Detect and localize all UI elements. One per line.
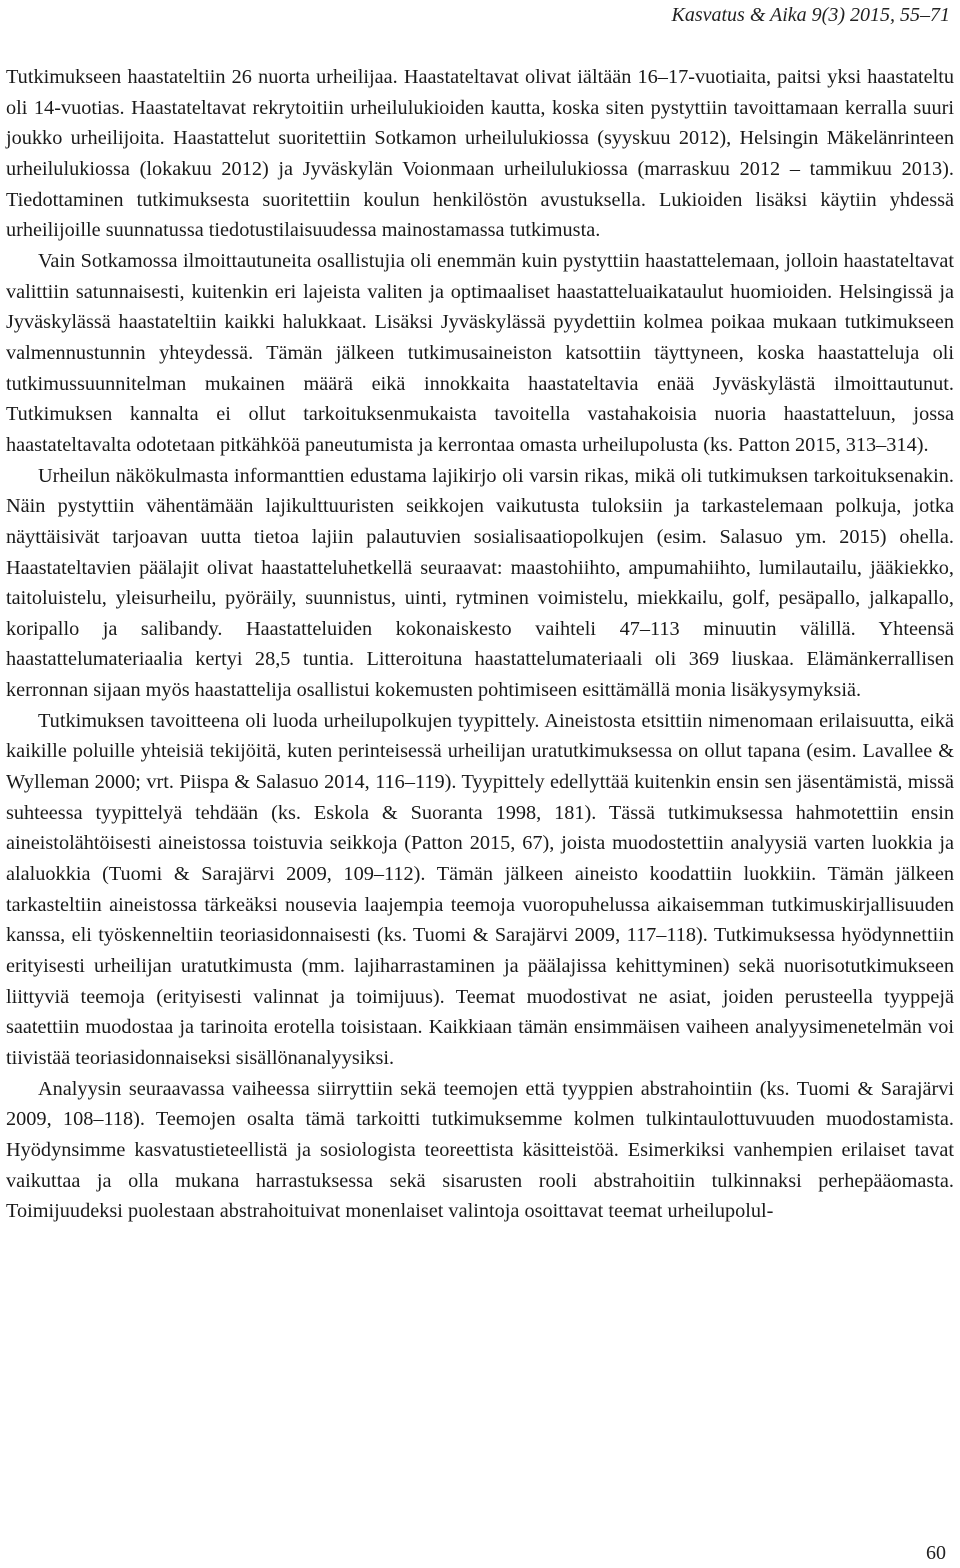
paragraph-participants: Tutkimukseen haastateltiin 26 nuorta urheilijaa. Haastateltavat olivat iältään 16–17-vuotiaita, paitsi yksi haastateltu oli 14-vuotias. Haastateltavat rekrytoitiin urheilulukioiden kautta, koska siten pystyttiin tavoittamaan kerralla suuri joukko urheilijoita. Haastattelut suoritettiin Sotkamon urheilulukiossa (syyskuu 2012), Helsingin Mäkelänrinteen urheilulukiossa (lokakuu 2012) ja Jyväskylän Voionmaan urheilulukiossa (marraskuu 2012 – tammikuu 2013). Tiedottaminen tutkimuksesta suoritettiin koulun henkilöstön avustuksella. Lukioiden lisäksi käytiin yhdessä urheilijoille suunnatussa tiedotustilaisuudessa mainostamassa tutkimusta. — [6, 66, 954, 242]
paragraph-analysis: Analyysin seuraavassa vaiheessa siirryttiin sekä teemojen että tyyppien abstrahointiin (ks. Tuomi & Sarajärvi 2009, 108–118). Teemojen osalta tämä tarkoitti tutkimuksemme kolmen tulkintaulottuvuuden muodostamista. Hyödynsimme kasvatustieteellistä ja sosiologista teoreettista käsitteistöä. Esimerkiksi vanhempien erilaiset tavat vaikuttaa ja olla mukana harrastuksessa sekä sisarusten rooli abstrahoitiin tulkinnaksi perhepääomasta. Toimijuudeksi puolestaan abstrahoituivat monenlaiset valintoja osoittavat teemat urheilupolul- — [6, 1077, 954, 1223]
article-body — [6, 62, 954, 1227]
paragraph-selection: Vain Sotkamossa ilmoittautuneita osallistujia oli enemmän kuin pystyttiin haastattelemaan, jolloin haastateltavat valittiin satunnaisesti, kuitenkin eri lajeista valiten ja optimaaliset haastatteluaikataulut huomioiden. Helsingissä ja Jyväskylässä haastateltiin kaikki halukkaat. Lisäksi Jyväskylässä pyydettiin kolmea poikaa mukaan tutkimukseen valmennustunnin yhteydessä. Tämän jälkeen tutkimusaineiston katsottiin täyttyneen, koska haastatteluja oli tutkimussuunnitelman mukainen määrä eikä innokkaita haastateltavia enää Jyväskylästä ilmoittautunut. Tutkimuksen kannalta ei ollut tarkoituksenmukaista tavoitella vastahakoisia nuoria haastatteluun, jossa haastateltavalta odotetaan pitkähköä paneutumista ja kerrontaa omasta urheilupolusta (ks. Patton 2015, 313–314). — [6, 249, 954, 456]
page-number: 60 — [926, 1542, 946, 1564]
running-header: Kasvatus & Aika 9(3) 2015, 55–71 — [671, 4, 950, 26]
paragraph-sports-diversity: Urheilun näkökulmasta informanttien edustama lajikirjo oli varsin rikas, mikä oli tutkimuksen tarkoituksenakin. Näin pystyttiin vähentämään lajikulttuuristen seikkojen vaikutusta tuloksiin ja tarkastelemaan polkuja, jotka näyttäisivät tarjoavan uutta tietoa lajiin palautuvien sosialisaatiopolkujen (esim. Salasuo ym. 2015) ohella. Haastateltavien päälajit olivat haastatteluhetkellä seuraavat: maastohiihto, ampumahiihto, lumilautailu, jääkiekko, taitoluistelu, yleisurheilu, pyöräily, suunnistus, uinti, rytminen voimistelu, miekkailu, golf, pesäpallo, jalkapallo, koripallo ja salibandy. Haastatteluiden kokonaiskesto vaihteli 47–113 minuutin välillä. Yhteensä haastattelumateriaalia kertyi 28,5 tuntia. Litteroituna haastattelumateriaali oli 369 liuskaa. Elämänkerrallisen kerronnan sijaan myös haastattelija osallistui kokemusten pohtimiseen esittämällä monia lisäkysymyksiä. — [6, 464, 954, 702]
paragraph-typology: Tutkimuksen tavoitteena oli luoda urheilupolkujen tyypittely. Aineistosta etsittiin nimenomaan erilaisuutta, eikä kaikille poluille yhteisiä tekijöitä, kuten perinteisessä urheilijan uratutkimuksessa on ollut tapana (esim. Lavallee & Wylleman 2000; vrt. Piispa & Salasuo 2014, 116–119). Tyypittely edellyttää kuitenkin ensin sen jäsentämistä, missä suhteessa tyypittelyä tehdään (ks. Eskola & Suoranta 1998, 181). Tässä tutkimuksessa hahmotettiin ensin aineistolähtöisesti aineistossa toistuvia seikkoja (Patton 2015, 67), joista muodostettiin analyysiä varten luokkia ja alaluokkia (Tuomi & Sarajärvi 2009, 109–112). Tämän jälkeen aineisto koodattiin luokkiin. Tämän jälkeen tarkasteltiin aineistossa tärkeäksi nousevia laajempia teemoja vuoropuhelussa aikaisemman tutkimuskirjallisuuden kanssa, eli työskenneltiin teoriasidonnaisesti (ks. Tuomi & Sarajärvi 2009, 117–118). Tutkimuksessa hyödynnettiin erityisesti urheilijan uratutkimusta (mm. lajiharrastaminen ja päälajissa kehittyminen) sekä nuorisotutkimukseen liittyviä teemoja (erityisesti valinnat ja toimijuus). Teemat muodostivat ne asiat, joiden perusteella tyyppejä saatettiin muodostaa ja tarinoita erotella toisistaan. Kaikkiaan tämän ensimmäisen vaiheen analyysimenetelmän voi tiivistää teoriasidonnaiseksi sisällönanalyysiksi. — [6, 709, 954, 1069]
